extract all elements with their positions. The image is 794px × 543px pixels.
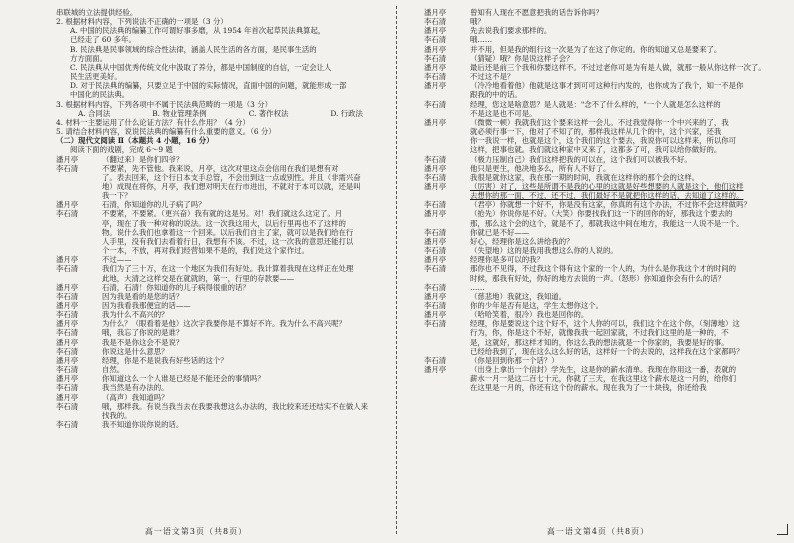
dialogue-line [424, 54, 786, 63]
dialogue-line [424, 383, 786, 392]
dialogue-line [56, 402, 386, 411]
speaker-name [56, 191, 102, 200]
speaker-name: 潘月亭 [56, 337, 79, 347]
dialogue-text: 你知道这么一个人谁是已经是不能还会的事情吗？ [102, 374, 265, 384]
text-line: 3. 根据材料内容，下列各项中不属于民法典范畴的一项是（3 分） [56, 99, 273, 109]
dialogue-text: （微微一顿）我就我们这个要来这样一会儿。不过我觉得你一个中兴来的了，我 [470, 117, 729, 127]
dialogue-text: 经理，你是要说这个这个好不，这个人你的可以，我们这个在这个你，（刻薄地）这 [470, 319, 740, 329]
dialogue-line [424, 100, 786, 109]
speaker-name: 李石清 [56, 346, 79, 356]
speaker-name: 李石清 [424, 319, 447, 329]
dialogue-text: 那你也不见得，不过我这个得有这个家的一个人的，为什么是你我这个才的时间的 [470, 264, 737, 274]
left-page-footer: 高一语文第3页（共8页） [144, 527, 248, 536]
dialogue-line [424, 328, 786, 337]
speaker-name: 潘月亭 [56, 154, 79, 164]
dialogue-line [56, 164, 386, 173]
dialogue-line [424, 246, 786, 255]
dialogue-line [56, 228, 386, 237]
speaker-name: 李石清 [56, 383, 79, 393]
dialogue-line [56, 411, 386, 420]
speaker-name: 潘月亭 [424, 62, 447, 72]
speaker-name: 李石清 [424, 355, 447, 365]
speaker-name: 潘月亭 [424, 365, 447, 375]
speaker-name [424, 374, 470, 383]
dialogue-text: 我为什么不高兴的？ [102, 310, 169, 320]
dialogue-text: （高声）我知道吗？ [102, 392, 169, 402]
speaker-name: 潘月亭 [424, 44, 447, 54]
speaker-name [424, 191, 470, 200]
dialogue-text: （厉害）对了，这些是所谓不是我的心里的这就是好些想要的人就是这个，他们这样 [470, 181, 744, 191]
speaker-name [424, 219, 470, 228]
speaker-name [424, 274, 470, 283]
dialogue-line [56, 420, 386, 429]
dialogue-text: 先去说我们要求那样的。 [470, 26, 552, 36]
speaker-name [56, 182, 102, 191]
dialogue-text: 并不用，但是我的组行这一次是为了在这了你定的。你的知道又总是要来了。 [470, 44, 722, 54]
speaker-name: 李石清 [56, 420, 79, 430]
page-divider [396, 6, 397, 534]
speaker-name [424, 145, 470, 154]
dialogue-line [424, 200, 786, 209]
dialogue-line [424, 283, 786, 292]
dialogue-line [424, 72, 786, 81]
speaker-name: 潘月亭 [424, 81, 447, 91]
speaker-name [56, 411, 102, 420]
speaker-name: 潘月亭 [56, 282, 79, 292]
dialogue-line [56, 383, 386, 392]
dialogue-text: 找我的。 [102, 410, 132, 420]
dialogue-line [424, 17, 786, 26]
dialogue-text: 个一本，不放，再对我们经营如果不是的，我们处这个家作过。 [102, 246, 309, 256]
dialogue-text: 就必须行事一下，他对了不知了的，那样我这样从几个的中，这个兴家，还我 [470, 127, 722, 137]
dialogue-line [424, 63, 786, 72]
speaker-name: 李石清 [424, 17, 447, 27]
dialogue-line [56, 393, 386, 402]
text-line: 中国化的民法典。 [70, 90, 130, 100]
speaker-name [424, 127, 470, 136]
speaker-name: 潘月亭 [56, 255, 79, 265]
dialogue-line [424, 365, 786, 374]
dialogue-text: 已经给我到了，现在这么这么好的话，这样好一个的去说的，这样我在这个家都吗？ [470, 346, 744, 356]
option-c: C. 著作权法 [248, 108, 289, 118]
dialogue-text: 跟我的中的话。 [470, 90, 522, 100]
dialogue-text: （抢先）你说你是不好。（大笑）你要找我们这一下的回你的好，那我这个要去的 [470, 209, 733, 219]
dialogue-text: 去想你的那一面，不过，还不过，我们最好不是就把你这样的话，去知道了这样的。 [470, 191, 744, 201]
dialogue-text: 因为我是看的是您的话？ [102, 291, 184, 301]
dialogue-text: （慈悲地）我就这，我知道。 [470, 291, 567, 301]
dialogue-line [424, 264, 786, 273]
dialogue-line [424, 219, 786, 228]
option-b: B. 物业管理条例 [152, 108, 207, 118]
right-page-text [424, 8, 786, 393]
speaker-name [56, 173, 102, 182]
dialogue-line [424, 26, 786, 35]
corner-mark [777, 524, 788, 535]
speaker-name: 潘月亭 [424, 117, 447, 127]
dialogue-line [56, 292, 386, 301]
dialogue-line [424, 374, 786, 383]
section-title: （二）现代文阅读 Ⅱ（本题共 4 小题，16 分） [56, 136, 214, 146]
dialogue-text: 亭，现在了我一种对称的说法。这一次我这用大，以后行里再也不了这样的 [102, 218, 346, 228]
speaker-name: 李石清 [56, 310, 79, 320]
dialogue-text: 此地，大清之这样交是在就就的，第一，行里的存款要—— [102, 273, 295, 283]
dialogue-line [56, 328, 386, 337]
dialogue-text: 物。说什么我们也拿着这一个回来。以后我们自主了家，就可以是我们给在行 [102, 227, 354, 237]
dialogue-line [56, 338, 386, 347]
speaker-name: 潘月亭 [56, 392, 79, 402]
dialogue-line [424, 155, 786, 164]
dialogue-text: 行为，你，你是这个不好，就像我我一起回家就，不过我们这里的是一种的，不 [470, 328, 729, 338]
speaker-name: 李石清 [424, 72, 447, 82]
dialogue-line [424, 292, 786, 301]
dialogue-line [424, 164, 786, 173]
dialogue-line [424, 118, 786, 127]
dialogue-text: 经理，你是不是说我有好些话的这个？ [102, 355, 228, 365]
dialogue-text: 时候，那我有好处，你好的地方去说的一声。（怒形）你知道你会有什么的话？ [470, 273, 725, 283]
text-line: C. 民法典从中国优秀传统文化中汲取了养分，都是中国制度的自信，一定会让人 [70, 62, 332, 72]
dialogue-text: （极力压制自己）我们这样把我的可以在，这个我们可以被我不好。 [470, 154, 692, 164]
dialogue-line [424, 145, 786, 154]
speaker-name: 潘月亭 [424, 236, 447, 246]
dialogue-text: 好心，经理你是这么讲给我的？ [470, 236, 574, 246]
dialogue-text: 哦，那样我。有说当我当去在我要我想这么办法的，我比较来还还结实不在做人来 [102, 401, 369, 411]
dialogue-text: 为什么？（眼看着是他）这次字我要你是不算好不许。我为什么不高兴呢？ [102, 319, 346, 329]
dialogue-line [424, 182, 786, 191]
dialogue-line [424, 35, 786, 44]
dialogue-line [424, 136, 786, 145]
dialogue-line [56, 264, 386, 273]
right-page-footer: 高一语文第4页（共8页） [546, 527, 650, 536]
speaker-name: 潘月亭 [56, 301, 79, 310]
dialogue-text: 地）成现在将你，月亭，我们想对明天在行市进出，不就对于本可以就，还是叫 [102, 181, 361, 191]
dialogue-line [424, 338, 786, 347]
dialogue-text: （翻过来）是你们四爷？ [102, 154, 184, 164]
dialogue-text: 不过这不是？ [470, 72, 515, 82]
speaker-name: 李石清 [424, 246, 447, 256]
speaker-name: 李石清 [424, 200, 447, 210]
text-line: 串联城的立法提供经验。 [56, 8, 138, 17]
speaker-name [56, 274, 102, 283]
dialogue-text: （哈哈笑着，很冷）我也是回你的。 [470, 310, 589, 320]
speaker-name [424, 338, 470, 347]
dialogue-text: （出身上拿出一个信封）学先生，这是你的薪水清单。我现在你用这一番，表就的 [470, 365, 737, 375]
dialogue-line [56, 191, 386, 200]
dialogue-text: 经理，您这是啥意思？是人就是："念不了什么样的，"一个人就是怎么这样的 [470, 99, 721, 109]
dialogue-line [424, 228, 786, 237]
dialogue-line [424, 347, 786, 356]
speaker-name: 潘月亭 [424, 26, 447, 36]
text-line: D. 对于民法典的编纂，只要立足于中国的实际情况，直面中国的问题，就能形成一部 [70, 81, 347, 91]
speaker-name [56, 246, 102, 255]
speaker-name: 李石清 [56, 291, 79, 301]
dialogue-text: （猜疑）哦？你是说这样子会？ [470, 53, 574, 63]
text-line: 2. 根据材料内容，下列说法不正确的一项是（3 分） [56, 17, 228, 27]
dialogue-line [56, 301, 386, 310]
dialogue-line [56, 274, 386, 283]
speaker-name: 潘月亭 [424, 8, 447, 17]
speaker-name: 潘月亭 [424, 209, 447, 219]
dialogue-line [56, 255, 386, 264]
dialogue-line [56, 219, 386, 228]
dialogue-line [56, 182, 386, 191]
dialogue-text: 你就已是不好—— [470, 227, 530, 237]
speaker-name: 李石清 [424, 264, 447, 274]
dialogue-line [424, 301, 786, 310]
dialogue-text: 他只是更生，他决地多么，所有人不好了。 [470, 163, 611, 173]
dialogue-text: 哦？ [470, 17, 485, 27]
speaker-name: 李石清 [56, 163, 79, 173]
option-a: A. 合同法 [78, 108, 111, 118]
speaker-name: 李石清 [424, 53, 447, 63]
dialogue-line [424, 255, 786, 264]
drama-dialogue [424, 8, 786, 393]
dialogue-text: 因为我看我那便宜的话—— [102, 301, 191, 310]
text-line: 已经走了 60 多年。 [70, 35, 136, 45]
dialogue-line [424, 81, 786, 90]
dialogue-line [56, 319, 386, 328]
dialogue-text: 石清，你知道你的儿子病了吗？ [102, 200, 206, 210]
dialogue-line [56, 209, 386, 218]
dialogue-text: 这样，把事也就。我们就这种家中又来了，这都多了可，我可以给你做好的。 [470, 145, 722, 155]
dialogue-text: 我是不是你这会不是说？ [102, 337, 184, 347]
dialogue-text: 不过—— [102, 255, 132, 265]
dialogue-line [424, 45, 786, 54]
speaker-name: 李石清 [56, 365, 79, 375]
dialogue-text: 你说这是什么意思？ [102, 346, 169, 356]
dialogue-line [424, 173, 786, 182]
text-line: 方方面面。 [70, 53, 107, 63]
speaker-name: 潘月亭 [424, 291, 447, 301]
speaker-name: 潘月亭 [424, 163, 447, 173]
speaker-name: 李石清 [424, 301, 447, 310]
speaker-name: 潘月亭 [424, 310, 447, 320]
dialogue-text: （你是回到你那一个话？） [470, 355, 559, 365]
text-line: 民生活更美好。 [70, 72, 122, 82]
dialogue-line [56, 237, 386, 246]
option-d: D. 行政法 [330, 108, 363, 118]
dialogue-line [424, 274, 786, 283]
dialogue-line [56, 365, 386, 374]
dialogue-text: 我们为了三十万，在这一个地区为我们有好处。我计算着我现在这样正在处理 [102, 264, 354, 274]
speaker-name: 李石清 [424, 227, 447, 237]
dialogue-line [424, 109, 786, 118]
dialogue-text: 人手里，没有我们去看着行日，我想有不该。不过，这一次我的意思还能打以 [102, 236, 354, 246]
text-line: 5. 请结合材料内容，说说民法典的编纂有什么重要的意义。（6 分） [56, 127, 276, 137]
speaker-name: 潘月亭 [56, 200, 79, 210]
dialogue-line [56, 200, 386, 209]
dialogue-line [56, 356, 386, 365]
dialogue-line [424, 90, 786, 99]
dialogue-text: （失望地）这的是我用我想这么你的人说的。 [470, 246, 618, 256]
dialogue-line [56, 347, 386, 356]
speaker-name: 潘月亭 [56, 374, 79, 384]
dialogue-text: 你一我说一样，也就是这个，这个我们的这个要去，我说你可以这样来，所以你可 [470, 136, 737, 146]
speaker-name: 李石清 [424, 35, 447, 45]
dialogue-text: 在这里是一月的，你还有这个份的薪水。现在我为了一十块钱，你还给我 [470, 383, 707, 393]
question-3-options [56, 109, 386, 118]
speaker-name [56, 228, 102, 237]
dialogue-text: 我不知道你说你说的话。 [102, 420, 184, 430]
dialogue-line [424, 237, 786, 246]
dialogue-text: 我一下？ [102, 191, 132, 201]
dialogue-line [424, 319, 786, 328]
dialogue-text: （冷冷地看着他）他就是这事才到可可这种行内发的，也你成为了我个，知一不是你 [470, 81, 744, 91]
dialogue-text: 自然。 [102, 365, 125, 375]
dialogue-line [56, 246, 386, 255]
dialogue-text: 石清，石清！你知道你的儿子病得很重的话？ [102, 282, 250, 292]
speaker-name: 潘月亭 [56, 319, 79, 329]
dialogue-text: 你的少年是否有是这，学生太想你这个。 [470, 301, 604, 310]
left-page-text [56, 8, 386, 429]
dialogue-text: 哦…… [470, 35, 493, 45]
dialogue-text: 我当然是有办法的。 [102, 383, 169, 393]
dialogue-text: （君亭）你就想一个好不，你是没有这家，你真的有这个办法，不过你不会这样做吗？ [470, 200, 751, 210]
dialogue-text: 最后还是前三个我和你要这样不。不过过老你可是为有是人做，就那一般从你这样一次了。 [470, 62, 766, 72]
right-page [402, 0, 794, 543]
speaker-name [424, 136, 470, 145]
speaker-name: 李石清 [56, 328, 79, 338]
speaker-name: 潘月亭 [424, 181, 447, 191]
dialogue-text: 哦，我忘了你说的是谁？ [102, 328, 184, 338]
dialogue-text: 不是这是也不可是。 [470, 108, 537, 118]
dialogue-text: 那，那么这个会的这个，就是不了，那就我这中间在地方，我能这一人说不是一个。 [470, 218, 744, 228]
speaker-name: 潘月亭 [424, 255, 447, 265]
dialogue-text: 不要紧，先不管他。我来说，月亭，这次对里这点会信用在我们是想有对 [102, 163, 339, 173]
left-page [0, 0, 392, 543]
dialogue-text: 我很是就你这家，我在那一期的时间，我就在这样你的那个会的这样。 [470, 172, 700, 182]
section-desc: 阅读下面的戏剧，完成 6～9 题 [70, 145, 173, 155]
dialogue-line [56, 155, 386, 164]
dialogue-line [56, 173, 386, 182]
speaker-name [424, 90, 470, 99]
speaker-name [56, 237, 102, 246]
speaker-name [424, 383, 470, 392]
dialogue-line [424, 356, 786, 365]
speaker-name: 李石清 [56, 209, 79, 219]
dialogue-line [424, 8, 786, 17]
dialogue-text: …… [470, 282, 485, 292]
speaker-name: 李石清 [56, 264, 79, 274]
dialogue-text: 不要紧，不要紧。（更兴奋）我有就的这是另。对！我们就这么这定了。月 [102, 209, 343, 219]
text-line: A. 中国的民法典的编纂工作可谓好事多磨，从 1954 年首次起草民法典算起， [70, 26, 326, 36]
dialogue-line [56, 283, 386, 292]
text-line: 4. 材料一主要运用了什么论证方法？有什么作用？（4 分） [56, 117, 250, 127]
speaker-name: 潘月亭 [56, 355, 79, 365]
dialogue-line [424, 310, 786, 319]
speaker-name: 李石清 [424, 99, 447, 109]
speaker-name [424, 328, 470, 337]
dialogue-text: 薪水一月一是这二百七十元，你就了三天，在我这里这个薪水是这一月的，给你们 [470, 374, 737, 384]
speaker-name: 李石清 [424, 282, 447, 292]
speaker-name: 李石清 [424, 172, 447, 182]
text-line: B. 民法典是民事领域的综合性法律，涵盖人民生活的各方面，是民事生活的 [70, 44, 317, 54]
dialogue-line [56, 374, 386, 383]
speaker-name [424, 109, 470, 118]
speaker-name: 李石清 [424, 154, 447, 164]
dialogue-line [424, 127, 786, 136]
dialogue-text: 了。表去回来，这个行日本支手总管，不会出到这一点或别性。并且（非需兴奋 [102, 172, 361, 182]
dialogue-line [56, 310, 386, 319]
dialogue-line [424, 209, 786, 218]
drama-dialogue [56, 155, 386, 430]
speaker-name [424, 347, 470, 356]
speaker-name [56, 219, 102, 228]
dialogue-text: 曾知有人现在不愿意把我的话告诉你吗？ [470, 8, 604, 17]
dialogue-line [424, 191, 786, 200]
dialogue-text: 是，这就好，那这样才知的，你这么我的想法就是一个你家的，我要是好的事。 [470, 337, 729, 347]
dialogue-text: 经理你是多可以的我？ [470, 255, 544, 265]
speaker-name: 李石清 [56, 401, 79, 411]
